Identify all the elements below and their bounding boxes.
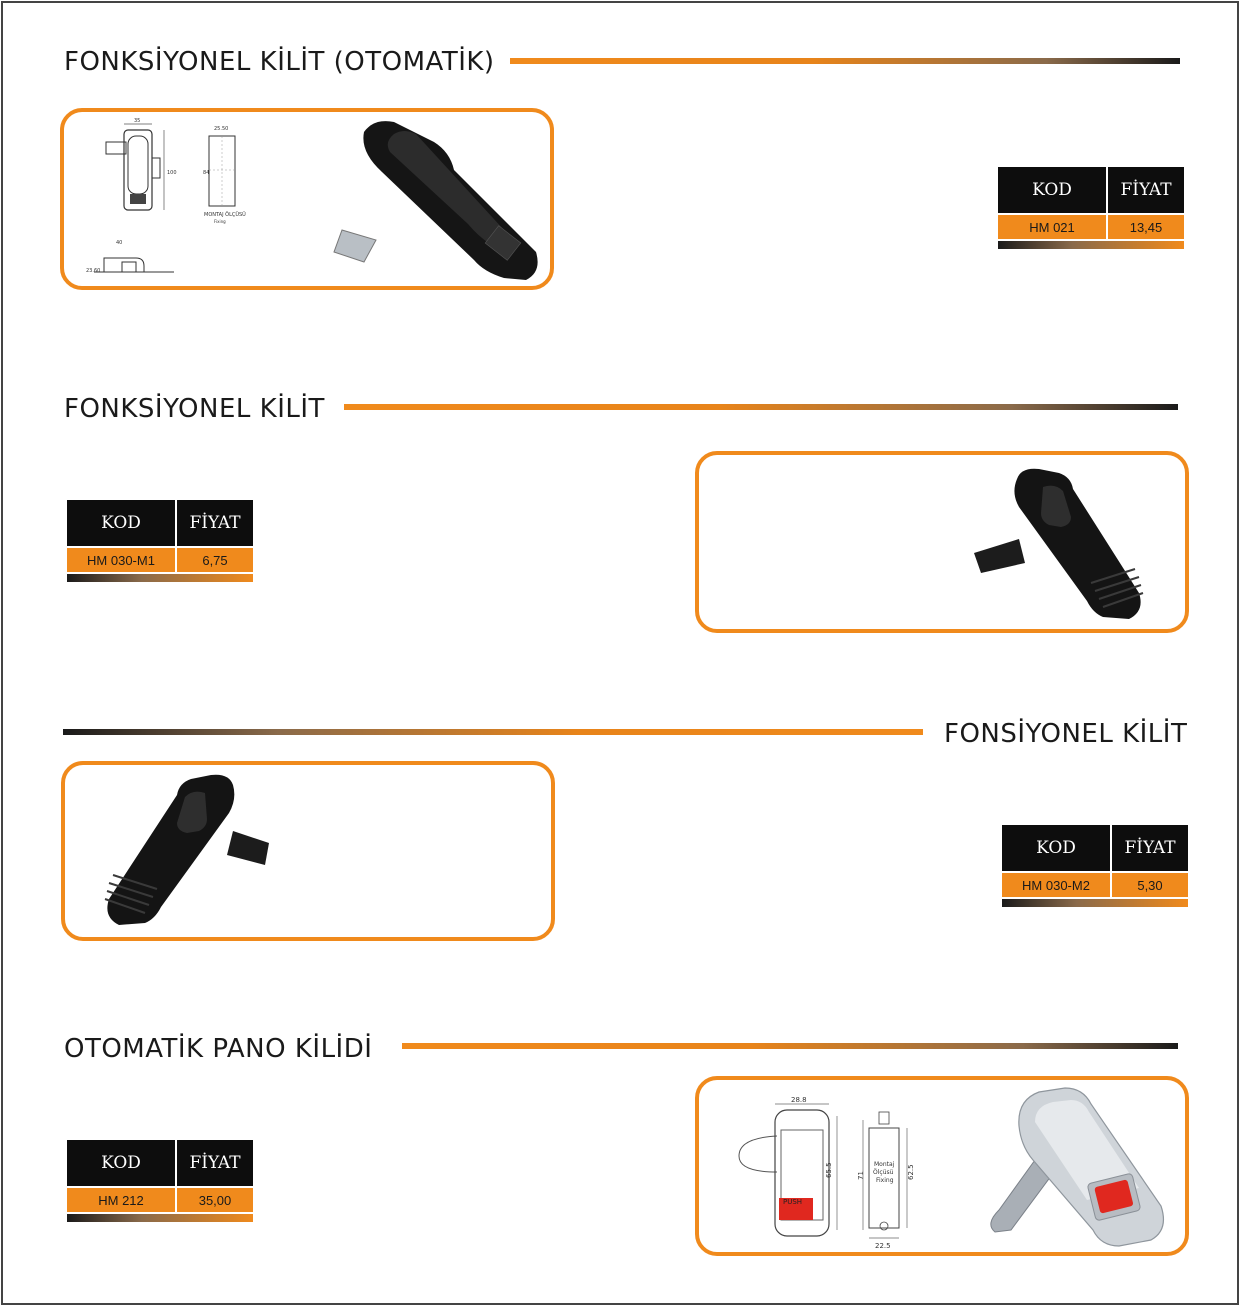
fiyat-value: 35,00 xyxy=(177,1188,253,1212)
title-rule-4 xyxy=(402,1043,1178,1049)
kod-header: KOD xyxy=(67,500,175,546)
dim-label: 40 xyxy=(116,240,123,246)
product-frame-3 xyxy=(61,761,555,941)
price-table-hm030-m2 xyxy=(1002,825,1188,907)
table-footer-bar xyxy=(1002,899,1188,907)
push-label: PUSH xyxy=(783,1198,803,1206)
kod-header: KOD xyxy=(67,1140,175,1186)
mounting-label: Montaj xyxy=(874,1161,895,1168)
title-rule-1 xyxy=(510,58,1180,64)
dim-label: 71 xyxy=(857,1171,865,1180)
product-frame-1 xyxy=(60,108,554,290)
mounting-label: Fixing xyxy=(876,1177,894,1184)
section-title-2: FONKSİYONEL KİLİT xyxy=(64,394,325,424)
kod-header: KOD xyxy=(1002,825,1110,871)
mounting-label: Ölçüsü xyxy=(873,1169,894,1176)
product-frame-4 xyxy=(695,1076,1189,1256)
mounting-label: MONTAJ ÖLÇÜSÜ xyxy=(204,212,246,218)
kod-value: HM 212 xyxy=(67,1188,175,1212)
dim-label: 62.5 xyxy=(907,1164,915,1180)
price-table-hm212 xyxy=(67,1140,253,1222)
product-photo-hm030-m2 xyxy=(65,765,551,937)
fiyat-header: FİYAT xyxy=(1108,167,1184,213)
price-table-hm021 xyxy=(998,167,1184,249)
technical-drawing-hm212 xyxy=(699,1080,1185,1252)
title-rule-3 xyxy=(63,729,923,735)
kod-value: HM 030-M2 xyxy=(1002,873,1110,897)
dim-label: 25.50 xyxy=(214,126,229,132)
dim-label: 28.8 xyxy=(791,1096,807,1104)
dim-label: 100 xyxy=(167,170,177,176)
product-frame-2 xyxy=(695,451,1189,633)
table-footer-bar xyxy=(67,574,253,582)
price-table-hm030-m1 xyxy=(67,500,253,582)
kod-header: KOD xyxy=(998,167,1106,213)
fiyat-value: 6,75 xyxy=(177,548,253,572)
product-photo-hm030-m1 xyxy=(699,455,1185,629)
dim-label: 84 xyxy=(203,170,210,176)
section-title-3: FONSİYONEL KİLİT xyxy=(944,719,1188,749)
mounting-sublabel: Fixing xyxy=(214,219,226,224)
title-rule-2 xyxy=(344,404,1178,410)
section-title-4: OTOMATİK PANO KİLİDİ xyxy=(64,1034,373,1064)
dim-label: 35 xyxy=(134,118,141,124)
technical-drawing-hm021 xyxy=(64,112,550,286)
fiyat-value: 5,30 xyxy=(1112,873,1188,897)
fiyat-header: FİYAT xyxy=(177,500,253,546)
fiyat-header: FİYAT xyxy=(177,1140,253,1186)
dim-label: 22.5 xyxy=(875,1242,891,1250)
table-footer-bar xyxy=(67,1214,253,1222)
dim-label: 65.5 xyxy=(825,1162,833,1178)
section-title-1: FONKSİYONEL KİLİT (OTOMATİK) xyxy=(64,47,495,77)
fiyat-value: 13,45 xyxy=(1108,215,1184,239)
kod-value: HM 030-M1 xyxy=(67,548,175,572)
table-footer-bar xyxy=(998,241,1184,249)
fiyat-header: FİYAT xyxy=(1112,825,1188,871)
kod-value: HM 021 xyxy=(998,215,1106,239)
dim-label: 23.60 xyxy=(86,268,101,274)
